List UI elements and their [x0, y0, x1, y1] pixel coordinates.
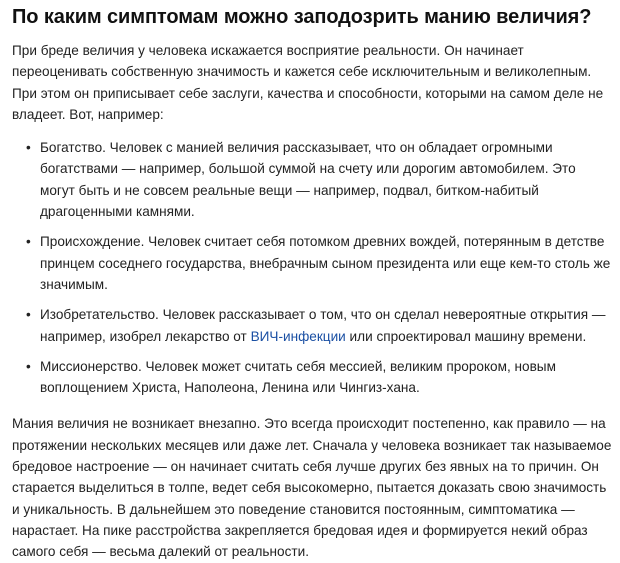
- list-item-text: Миссионерство. Человек может считать себя мессией, великим пророком, новым воплощением Христа, Наполеона, Ленина или Чингиз-хана.: [40, 358, 556, 396]
- list-item-invention: [26, 304, 612, 347]
- bullet-icon: •: [26, 140, 31, 156]
- bullet-icon: •: [26, 307, 31, 323]
- section-heading: По каким симптомам можно заподозрить манию величия?: [12, 6, 592, 28]
- symptom-list: [12, 137, 612, 398]
- bullet-icon: •: [26, 234, 31, 250]
- list-item-wealth: [26, 137, 612, 222]
- list-item-text: Происхождение. Человек считает себя потомком древних вождей, потерянным в детстве принцем соседнего государства, внебрачным сыном президента или еще кем-то столь же значимым.: [40, 234, 611, 292]
- outro-paragraph: Мания величия не возникает внезапно. Это всегда происходит постепенно, как правило — на протяжении нескольких месяцев или даже лет. Сначала у человека возникает так называемое бредовое настроение — он начинает считать себя лучше других без явных на то причин. Он старается выделиться в толпе, ведет себя высокомерно, пытается доказать свою значимость и уникальность. В дальнейшем это поведение становится постоянным, симптоматика — нарастает. На пике расстройства закрепляется бредовая идея и формируется некий образ самого себя — весьма далекий от реальности.: [12, 416, 612, 560]
- list-item-text-after-link: или спроектировал машину времени.: [345, 328, 587, 344]
- bullet-icon: •: [26, 358, 31, 374]
- list-item-mission: [26, 356, 612, 399]
- list-item-text: Богатство. Человек с манией величия рассказывает, что он обладает огромными богатствами — например, большой суммой на счету или дорогим автомобилем. Это могут быть и не совсем реальные вещи — например, подвал, битком-набитый драгоценными камнями.: [40, 140, 576, 220]
- list-item-origin: [26, 231, 612, 295]
- hiv-infection-link[interactable]: ВИЧ-инфекции: [250, 328, 346, 344]
- intro-paragraph: При бреде величия у человека искажается восприятие реальности. Он начинает переоценивать собственную значимость и кажется себе исключительным и великолепным. При этом он приписывает себе заслуги, качества и способности, которыми на самом деле не владеет. Вот, например:: [12, 43, 604, 122]
- list-item-text-before-link: Изобретательство. Человек рассказывает о том, что он сделал невероятные открытия — например, изобрел лекарство от: [40, 307, 606, 344]
